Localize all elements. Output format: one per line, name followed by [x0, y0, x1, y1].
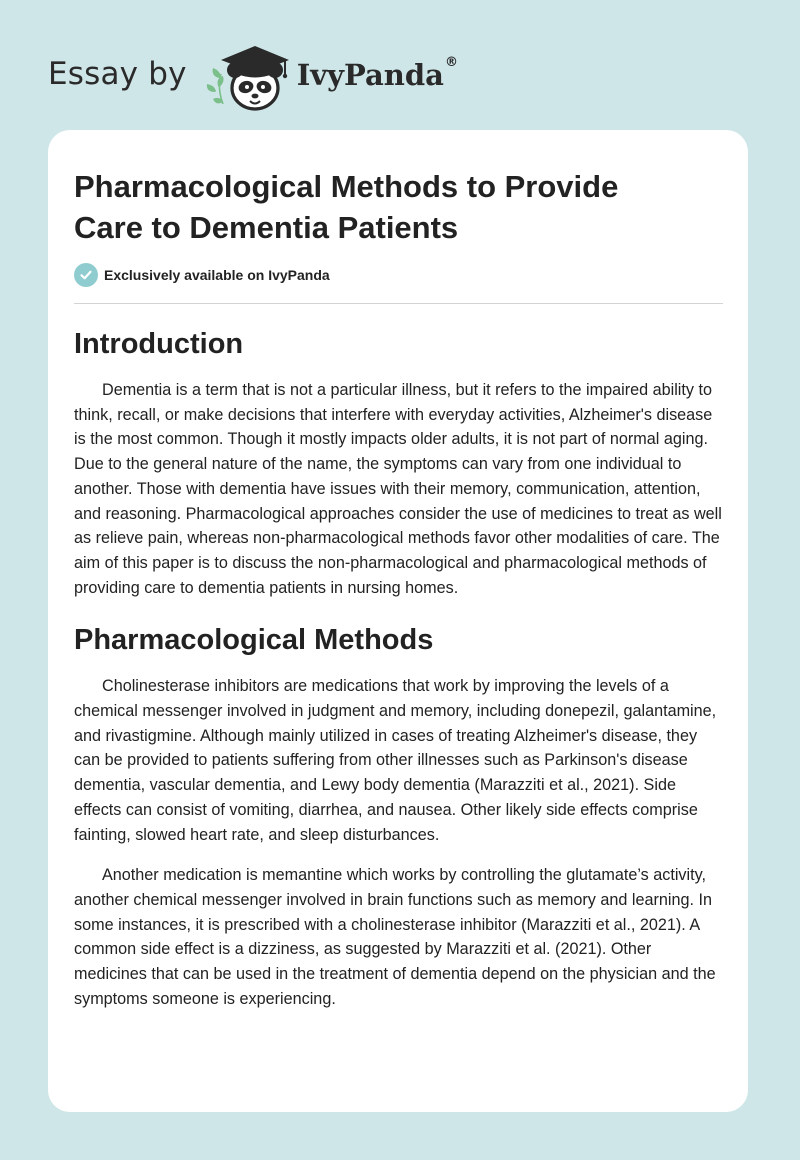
registered-mark: ® — [444, 54, 458, 70]
panda-graduate-icon — [201, 34, 297, 114]
badge-text: Exclusively available on IvyPanda — [104, 267, 330, 283]
divider — [74, 303, 723, 304]
paragraph: Cholinesterase inhibitors are medications that work by improving the levels of a chemical messenger involved in judgment and memory, including donepezil, galantamine, and rivastigmine. Although mainly utilized in cases of treating Alzheimer's disease, they can be provided to patients suffering from other illnesses such as Parkinson's disease dementia, vascular dementia, and Lewy body dementia (Marazziti et al., 2021). Side effects can consist of vomiting, diarrhea, and nausea. Other likely side effects comprise fainting, slowed heart rate, and sleep disturbances. — [74, 677, 717, 844]
section-heading-introduction: Introduction — [74, 328, 244, 360]
check-circle-icon — [74, 263, 98, 287]
exclusive-badge — [74, 263, 330, 287]
essay-body — [74, 326, 726, 1011]
paragraph: Another medication is memantine which works by controlling the glutamate’s activity, another chemical messenger involved in brain functions such as memory and learning. In some instances, it is prescribed with a cholinesterase inhibitor (Marazziti et al., 2021). A common side effect is a dizziness, as suggested by Marazziti et al. (2021). Other medicines that can be used in the treatment of dementia depend on the physician and the symptoms someone is experiencing. — [74, 866, 716, 1008]
brand-prefix: Essay by — [48, 56, 187, 92]
essay-card — [48, 130, 748, 1112]
section-heading-pharmacological-methods: Pharmacological Methods — [74, 624, 434, 657]
essay-title: Pharmacological Methods to Provide Care to Dementia Patients — [74, 169, 619, 245]
brand-name: IvyPanda — [296, 58, 444, 92]
brand-header[interactable] — [48, 34, 458, 114]
paragraph: Dementia is a term that is not a particular illness, but it refers to the impaired ability to think, recall, or make decisions that interfere with everyday activities, Alzheimer's disease is the most common. Though it mostly impacts older adults, it is not part of normal aging. Due to the general nature of the name, the symptoms can vary from one individual to another. Those with dementia have issues with their memory, communication, attention, and reasoning. Pharmacological approaches consider the use of medicines to treat as well as relieve pain, whereas non-pharmacological methods favor other modalities of care. The aim of this paper is to discuss the non-pharmacological and pharmacological methods of providing care to dementia patients in nursing homes. — [74, 381, 722, 597]
